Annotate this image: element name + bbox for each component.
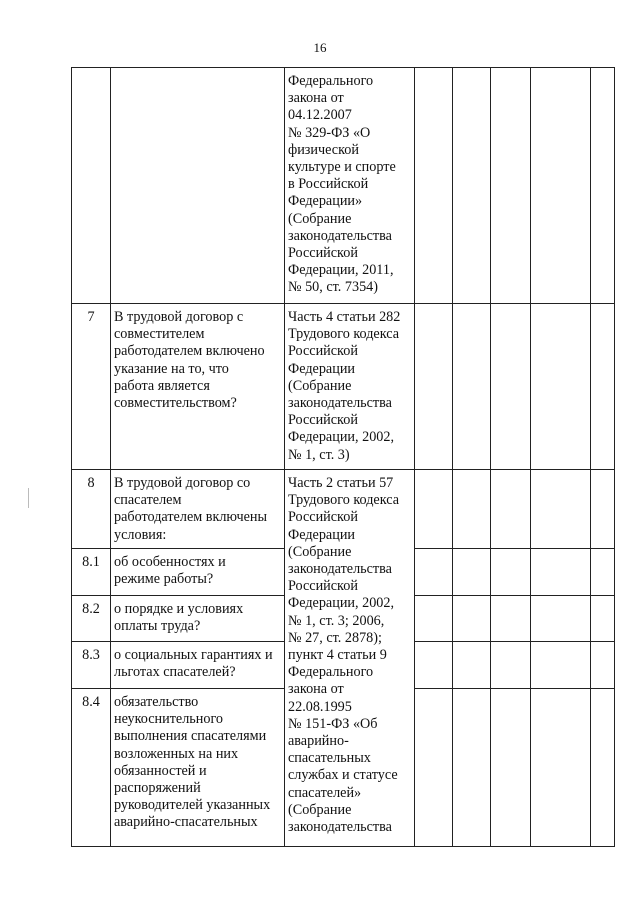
notes-cell — [531, 304, 591, 470]
answer-no-cell — [453, 304, 491, 470]
legal-reference-cell — [285, 68, 415, 304]
answer-yes-cell — [415, 689, 453, 847]
table-row — [72, 304, 615, 470]
requirement-cell — [111, 68, 285, 304]
requirement-cell: о социальных гарантиях и льготах спасателей? — [111, 642, 285, 689]
answer-na-cell — [491, 68, 531, 304]
answer-na-cell — [491, 470, 531, 549]
notes-cell — [531, 68, 591, 304]
answer-na-cell — [491, 642, 531, 689]
notes-cell — [531, 689, 591, 847]
extra-cell — [591, 304, 615, 470]
answer-yes-cell — [415, 304, 453, 470]
extra-cell — [591, 470, 615, 549]
answer-no-cell — [453, 689, 491, 847]
answer-yes-cell — [415, 549, 453, 596]
extra-cell — [591, 68, 615, 304]
page-number: 16 — [313, 40, 327, 55]
answer-no-cell — [453, 549, 491, 596]
notes-cell — [531, 470, 591, 549]
legal-reference-cell: Часть 4 статьи 282 Трудового кодекса Российской Федерации (Собрание законодательства Российской Федерации, 2002, № 1, ст. 3) — [285, 304, 415, 470]
requirement-cell: В трудовой договор со спасателем работодателем включены условия: — [111, 470, 285, 549]
row-number: 7 — [72, 304, 111, 470]
legal-reference-cell: Часть 2 статьи 57 Трудового кодекса Российской Федерации (Собрание законодательства Российской Федерации, 2002, № 1, ст. 3; 2006, № 27, ст. 2878); пункт 4 статьи 9 Федерального закона от 22.08.1995 № 151-ФЗ «Об аварийно- спасательных службах и статусе спасателей» (Собрание законодательства — [285, 470, 415, 847]
answer-na-cell — [491, 689, 531, 847]
notes-cell — [531, 642, 591, 689]
notes-cell — [531, 549, 591, 596]
extra-cell — [591, 642, 615, 689]
requirement-cell: о порядке и условиях оплаты труда? — [111, 596, 285, 642]
answer-na-cell — [491, 304, 531, 470]
row-number: 8.4 — [72, 689, 111, 847]
requirement-cell: В трудовой договор с совместителем работодателем включено указание на то, что работа является совместительством? — [111, 304, 285, 470]
answer-yes-cell — [415, 642, 453, 689]
extra-cell — [591, 689, 615, 847]
answer-no-cell — [453, 642, 491, 689]
answer-yes-cell — [415, 470, 453, 549]
row-number: 8.1 — [72, 549, 111, 596]
extra-cell — [591, 549, 615, 596]
requirement-cell: обязательство неукоснительного выполнения спасателями возложенных на них обязанностей и распоряжений руководителей указанных аварийно-спасательных — [111, 689, 285, 847]
row-number: 8.2 — [72, 596, 111, 642]
table-row — [72, 470, 615, 549]
row-number: 8.3 — [72, 642, 111, 689]
extra-cell — [591, 596, 615, 642]
answer-na-cell — [491, 549, 531, 596]
scan-mark — [28, 488, 29, 508]
answer-na-cell — [491, 596, 531, 642]
requirement-cell: об особенностях и режиме работы? — [111, 549, 285, 596]
answer-no-cell — [453, 68, 491, 304]
answer-no-cell — [453, 470, 491, 549]
checklist-table — [71, 67, 615, 847]
answer-yes-cell — [415, 68, 453, 304]
notes-cell — [531, 596, 591, 642]
answer-no-cell — [453, 596, 491, 642]
answer-yes-cell — [415, 596, 453, 642]
row-number — [72, 68, 111, 304]
row-number: 8 — [72, 470, 111, 549]
legal-reference-text: Федерального закона от 04.12.2007 № 329-ФЗ «О физической культуре и спорте в Российской Федерации» (Собрание законодательства Российской Федерации, 2011, № 50, ст. 7354) — [288, 73, 396, 296]
table-row — [72, 68, 615, 304]
